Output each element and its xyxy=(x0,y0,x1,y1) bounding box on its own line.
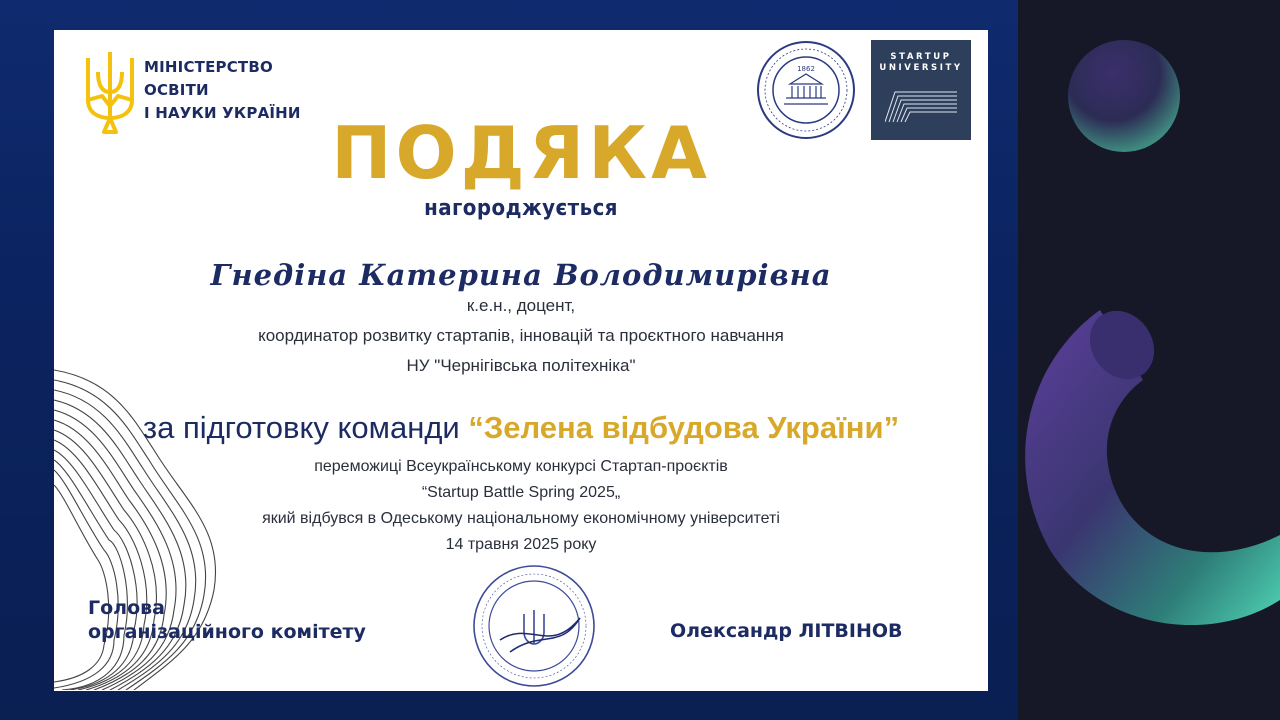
awarded-text: нагороджується xyxy=(424,196,618,221)
certificate-card xyxy=(54,30,988,691)
recipient-name: Гнедіна Катерина Володимирівна xyxy=(210,258,832,292)
logo-text-2: UNIVERSITY xyxy=(879,63,963,73)
detail-line-3: який відбувся в Одеському національному економічному університеті xyxy=(262,510,780,527)
official-stamp-icon xyxy=(470,560,600,690)
seal-year: 1862 xyxy=(797,65,815,73)
team-name: “Зелена відбудова України” xyxy=(468,410,900,445)
logo-text-1: STARTUP xyxy=(890,52,952,62)
signer-role xyxy=(88,596,408,644)
signer-role-line-2: організаційного комітету xyxy=(88,621,366,643)
detail-line-2: “Startup Battle Spring 2025„ xyxy=(421,484,621,501)
recipient-institution: НУ "Чернігівська політехніка" xyxy=(406,356,636,375)
recipient-degree: к.е.н., доцент, xyxy=(466,296,576,315)
certificate-title: ПОДЯКА xyxy=(331,111,711,195)
decorative-ring xyxy=(1010,300,1280,650)
ministry-line-2: І НАУКИ УКРАЇНИ xyxy=(144,104,301,122)
reason-line xyxy=(54,410,988,446)
reason-prefix: за підготовку команди xyxy=(142,410,460,445)
detail-date: 14 травня 2025 року xyxy=(445,536,597,553)
detail-line-1: переможиці Всеукраїнському конкурсі Стартап-проєктів xyxy=(314,458,728,475)
recipient-position: координатор розвитку стартапів, інновацій та проєктного навчання xyxy=(258,326,784,345)
signer-name: Олександр ЛІТВІНОВ xyxy=(670,620,903,642)
ministry-line-1: МІНІСТЕРСТВО ОСВІТИ xyxy=(144,58,273,99)
signer-role-line-1: Голова xyxy=(88,597,165,619)
decorative-sphere xyxy=(1065,40,1185,160)
